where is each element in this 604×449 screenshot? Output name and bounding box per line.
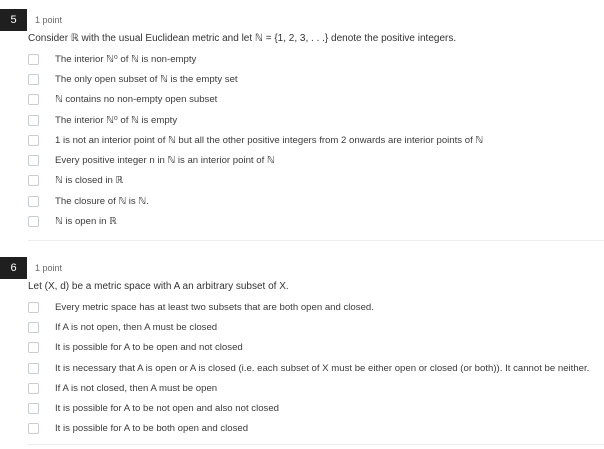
option[interactable] (28, 110, 483, 130)
checkbox[interactable] (28, 74, 39, 85)
checkbox[interactable] (28, 322, 39, 333)
option[interactable] (28, 150, 483, 170)
checkbox[interactable] (28, 423, 39, 434)
options-list (28, 297, 589, 439)
question-number: 6 (0, 257, 27, 279)
checkbox[interactable] (28, 135, 39, 146)
checkbox[interactable] (28, 302, 39, 313)
option-label: The interior ℕ⁰ of ℕ is non-empty (55, 53, 197, 65)
question-text: Let (X, d) be a metric space with A an arbitrary subset of X. (28, 281, 289, 292)
checkbox[interactable] (28, 363, 39, 374)
options-list (28, 49, 483, 232)
divider (28, 240, 604, 241)
option-label: If A is not closed, then A must be open (55, 382, 218, 394)
option-label: Every positive integer n in ℕ is an interior point of ℕ (55, 155, 275, 167)
checkbox[interactable] (28, 155, 39, 166)
option[interactable] (28, 90, 483, 110)
question-5 (0, 9, 604, 228)
checkbox[interactable] (28, 383, 39, 394)
option[interactable] (28, 338, 589, 358)
checkbox[interactable] (28, 115, 39, 126)
option-label: Every metric space has at least two subsets that are both open and closed. (55, 301, 374, 313)
option[interactable] (28, 69, 483, 89)
option[interactable] (28, 191, 483, 211)
option[interactable] (28, 398, 589, 418)
question-points: 1 point (35, 15, 63, 25)
option-label: The only open subset of ℕ is the empty set (55, 73, 238, 85)
question-points: 1 point (35, 263, 63, 273)
question-header (0, 9, 604, 31)
checkbox[interactable] (28, 196, 39, 207)
checkbox[interactable] (28, 403, 39, 414)
divider (28, 444, 604, 445)
question-6 (0, 257, 604, 435)
option[interactable] (28, 171, 483, 191)
option-label: It is possible for A to be not open and also not closed (55, 403, 280, 415)
option-label: It is possible for A to be open and not closed (55, 342, 243, 354)
question-number: 5 (0, 9, 27, 31)
checkbox[interactable] (28, 94, 39, 105)
option-label: The interior ℕ⁰ of ℕ is empty (55, 114, 178, 126)
checkbox[interactable] (28, 54, 39, 65)
option-label: ℕ contains no non-empty open subset (55, 94, 218, 106)
option-label: It is possible for A to be both open and closed (55, 423, 249, 435)
option[interactable] (28, 297, 589, 317)
option-label: 1 is not an interior point of ℕ but all the other positive integers from 2 onwards are interior points of ℕ (55, 134, 484, 146)
checkbox[interactable] (28, 342, 39, 353)
question-text: Consider ℝ with the usual Euclidean metric and let ℕ = {1, 2, 3, . . .} denote the positive integers. (28, 33, 457, 44)
option[interactable] (28, 419, 589, 439)
option[interactable] (28, 211, 483, 231)
question-header (0, 257, 604, 279)
option[interactable] (28, 317, 589, 337)
option-label: It is necessary that A is open or A is closed (i.e. each subset of X must be either open or closed (or both)). It cannot be neither. (55, 362, 590, 374)
option[interactable] (28, 378, 589, 398)
option[interactable] (28, 49, 483, 69)
checkbox[interactable] (28, 216, 39, 227)
option-label: ℕ is open in ℝ (55, 216, 117, 228)
option-label: If A is not open, then A must be closed (55, 321, 218, 333)
checkbox[interactable] (28, 175, 39, 186)
option-label: The closure of ℕ is ℕ. (55, 195, 149, 207)
option[interactable] (28, 358, 589, 378)
option[interactable] (28, 130, 483, 150)
option-label: ℕ is closed in ℝ (55, 175, 124, 187)
